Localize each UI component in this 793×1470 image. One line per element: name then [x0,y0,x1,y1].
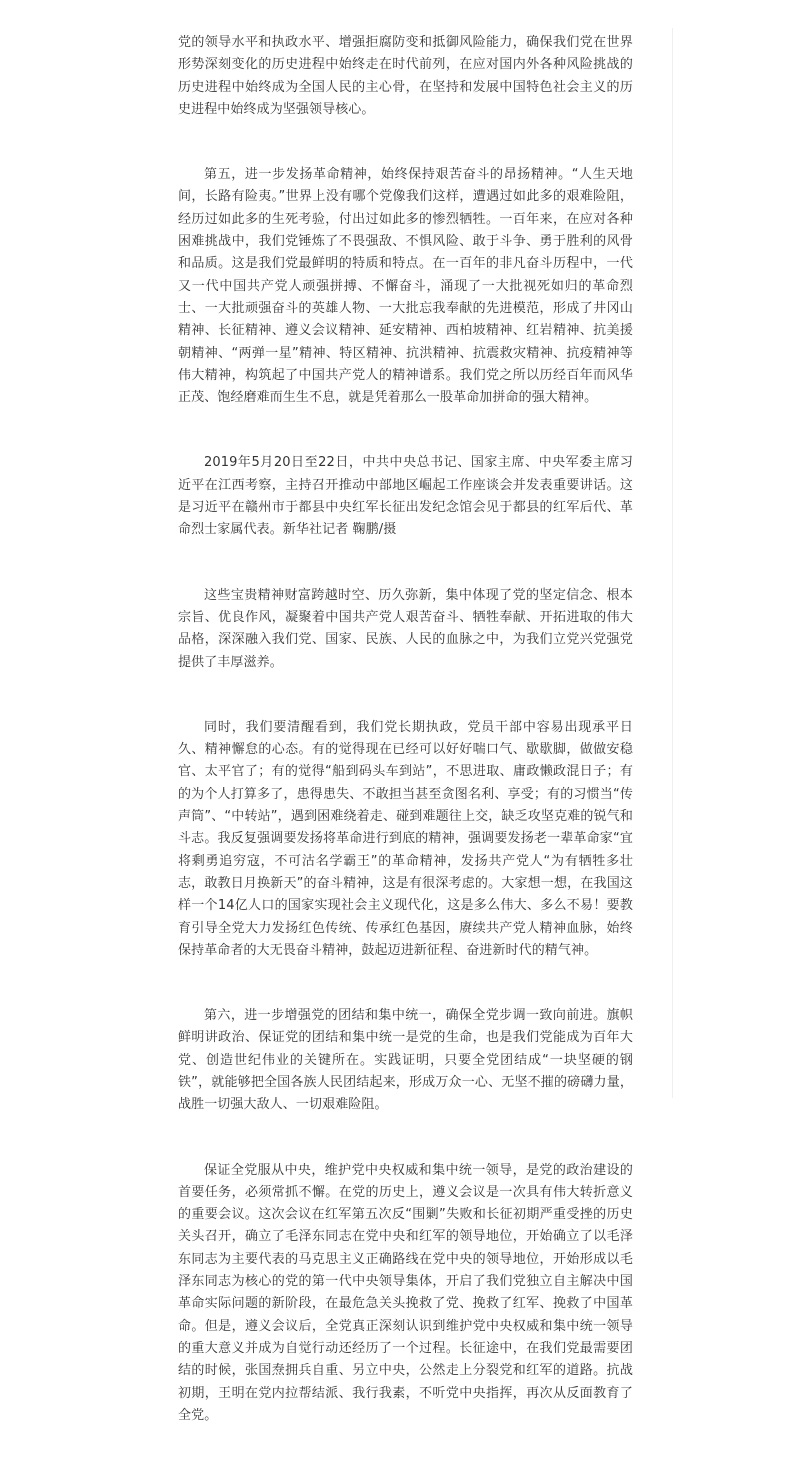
paragraph-sixth-point: 第六，进一步增强党的团结和集中统一，确保全党步调一致向前进。旗帜鲜明讲政治、保证党的团结和集中统一是党的生命，也是我们党能成为百年大党、创造世纪伟业的关键所在。实践证明，只要全党团结成“一块坚硬的钢铁”，就能够把全国各族人民团结起来，形成万众一心、无坚不摧的磅礴力量，战胜一切强大敌人、一切艰难险阻。 [178,1008,633,1113]
paragraph-fifth-point: 第五，进一步发扬革命精神，始终保持艰苦奋斗的昂扬精神。“人生天地间，长路有险夷。”世界上没有哪个党像我们这样，遭遇过如此多的艰难险阻，经历过如此多的生死考验，付出过如此多的惨烈牺牲。一百年来，在应对各种困难挑战中，我们党锤炼了不畏强敌、不惧风险、敢于斗争、勇于胜利的风骨和品质。这是我们党最鲜明的特质和特点。在一百年的非凡奋斗历程中，一代又一代中国共产党人顽强拼搏、不懈奋斗，涌现了一大批视死如归的革命烈士、一大批顽强奋斗的英雄人物、一大批忘我奉献的先进模范，形成了井冈山精神、长征精神、遵义会议精神、延安精神、西柏坡精神、红岩精神、抗美援朝精神、“两弹一星”精神、特区精神、抗洪精神、抗震救灾精神、抗疫精神等伟大精神，构筑起了中国共产党人的精神谱系。我们党之所以历经百年而风华正茂、饱经磨难而生生不息，就是凭着那么一股革命加拼命的强大精神。 [178,167,633,406]
paragraph-clear-awareness: 同时，我们要清醒看到，我们党长期执政，党员干部中容易出现承平日久、精神懈怠的心态。有的觉得现在已经可以好好喘口气、歇歇脚，做做安稳官、太平官了；有的觉得“船到码头车到站”，不思进取、庸政懒政混日子；有的为个人打算多了，患得患失、不敢担当甚至贪图名利、享受；有的习惯当“传声筒”、“中转站”，遇到困难绕着走、碰到难题往上交，缺乏攻坚克难的锐气和斗志。我反复强调要发扬将革命进行到底的精神，强调要发扬老一辈革命家“宜将剩勇追穷寇，不可沽名学霸王”的革命精神，发扬共产党人“为有牺牲多壮志，敢教日月换新天”的奋斗精神，这是有很深考虑的。大家想一想，在我国这样一个14亿人口的国家实现社会主义现代化，这是多么伟大、多么不易！要教育引导全党大力发扬红色传统、传承红色基因，赓续共产党人精神血脉，始终保持革命者的大无畏奋斗精神，鼓起迈进新征程、奋进新时代的精气神。 [178,719,633,958]
paragraph-spiritual-wealth: 这些宝贵精神财富跨越时空、历久弥新，集中体现了党的坚定信念、根本宗旨、优良作风，凝聚着中国共产党人艰苦奋斗、牺牲奉献、开拓进取的伟大品格，深深融入我们党、国家、民族、人民的血脉之中，为我们立党兴党强党提供了丰厚滋养。 [178,587,633,670]
page-divider [672,28,673,1098]
paragraph-continuation: 党的领导水平和执政水平、增强拒腐防变和抵御风险能力，确保我们党在世界形势深刻变化的历史进程中始终走在时代前列，在应对国内外各种风险挑战的历史进程中始终成为全国人民的主心骨，在坚持和发展中国特色社会主义的历史进程中始终成为坚强领导核心。 [178,35,633,117]
article-body [178,32,633,1470]
paragraph-central-authority: 保证全党服从中央，维护党中央权威和集中统一领导，是党的政治建设的首要任务，必须常抓不懈。在党的历史上，遵义会议是一次具有伟大转折意义的重要会议。这次会议在红军第五次反“围剿”失败和长征初期严重受挫的历史关头召开，确立了毛泽东同志在党中央和红军的领导地位，开始确立了以毛泽东同志为主要代表的马克思主义正确路线在党中央的领导地位，开始形成以毛泽东同志为核心的党的第一代中央领导集体，开启了我们党独立自主解决中国革命实际问题的新阶段，在最危急关头挽救了党、挽救了红军、挽救了中国革命。但是，遵义会议后，全党真正深刻认识到维护党中央权威和集中统一领导的重大意义并成为自觉行动还经历了一个过程。长征途中，在我们党最需要团结的时候，张国焘拥兵自重、另立中央，公然走上分裂党和红军的道路。抗战初期，王明在党内拉帮结派、我行我素，不听党中央指挥，再次从反面教育了全党。 [178,1162,633,1423]
photo-caption: 2019年5月20日至22日，中共中央总书记、国家主席、中央军委主席习近平在江西考察，主持召开推动中部地区崛起工作座谈会并发表重要讲话。这是习近平在赣州市于都县中央红军长征出发纪念馆会见于都县的红军后代、革命烈士家属代表。新华社记者 鞠鹏/摄 [178,455,633,538]
